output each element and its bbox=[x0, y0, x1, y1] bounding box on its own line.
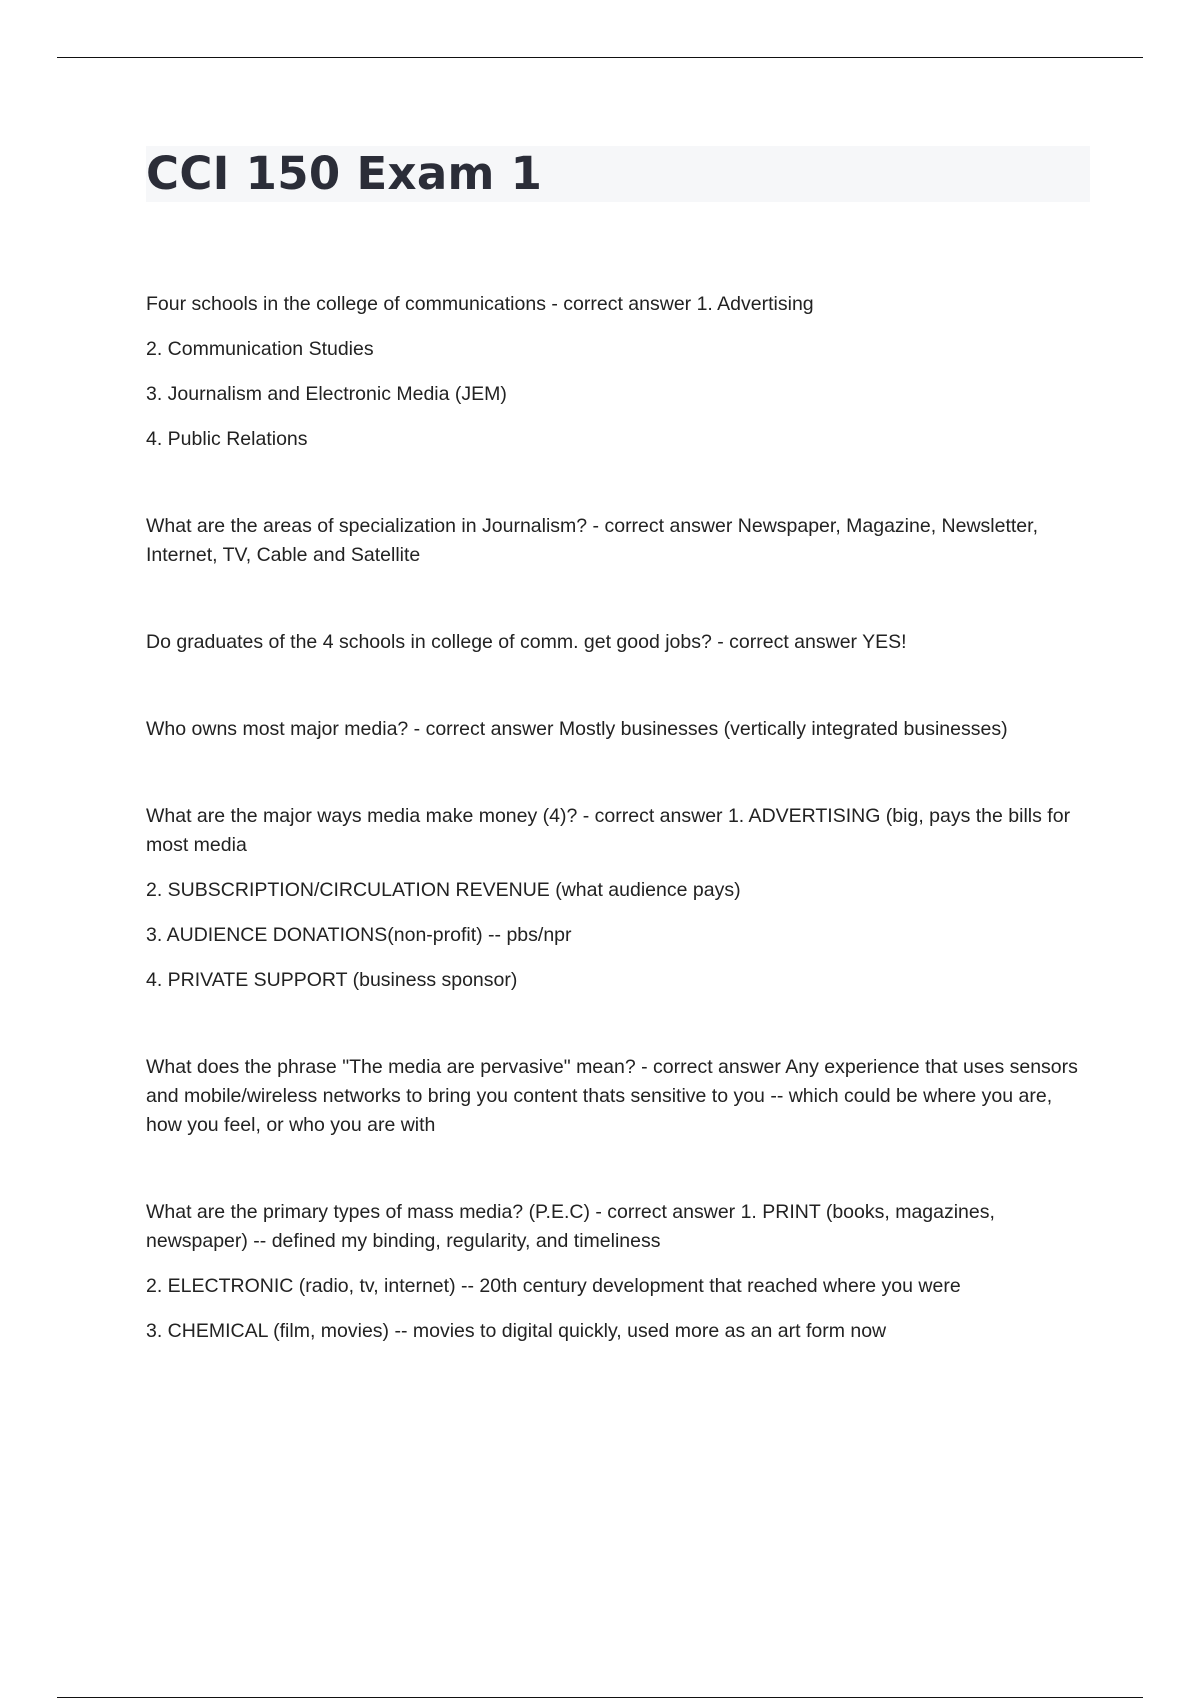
qa-item-graduate-jobs bbox=[146, 628, 1090, 657]
qa-line: What are the areas of specialization in Journalism? - correct answer Newspaper, Magazine, Newsletter, Internet, TV, Cable and Satellite bbox=[146, 515, 1038, 566]
qa-line: Do graduates of the 4 schools in college of comm. get good jobs? - correct answer YES! bbox=[146, 631, 907, 653]
qa-line: 4. PRIVATE SUPPORT (business sponsor) bbox=[146, 969, 518, 991]
qa-item-mass-media-types bbox=[146, 1198, 1090, 1346]
qa-line: 3. Journalism and Electronic Media (JEM) bbox=[146, 383, 507, 405]
qa-item-journalism-areas bbox=[146, 512, 1090, 570]
qa-line: 4. Public Relations bbox=[146, 428, 308, 450]
page-title: CCI 150 Exam 1 bbox=[146, 147, 543, 200]
qa-line: 2. ELECTRONIC (radio, tv, internet) -- 20th century development that reached where you were bbox=[146, 1275, 961, 1297]
qa-item-media-owners bbox=[146, 715, 1090, 744]
qa-line: 3. AUDIENCE DONATIONS(non-profit) -- pbs/npr bbox=[146, 924, 572, 946]
bottom-divider bbox=[57, 1697, 1143, 1698]
qa-line: 2. SUBSCRIPTION/CIRCULATION REVENUE (what audience pays) bbox=[146, 879, 741, 901]
qa-line: What are the primary types of mass media? (P.E.C) - correct answer 1. PRINT (books, magazines, newspaper) -- defined my binding, regularity, and timeliness bbox=[146, 1201, 995, 1252]
top-divider bbox=[57, 57, 1143, 58]
qa-line: 2. Communication Studies bbox=[146, 338, 374, 360]
qa-line: Four schools in the college of communications - correct answer 1. Advertising bbox=[146, 293, 814, 315]
qa-item-media-pervasive bbox=[146, 1053, 1090, 1140]
qa-line: What does the phrase "The media are pervasive" mean? - correct answer Any experience that uses sensors and mobile/wireless networks to bring you content thats sensitive to you -- which could be where you are, how you feel, or who you are with bbox=[146, 1056, 1078, 1136]
qa-item-media-money bbox=[146, 802, 1090, 995]
qa-line: 3. CHEMICAL (film, movies) -- movies to digital quickly, used more as an art form now bbox=[146, 1320, 887, 1342]
document-body bbox=[146, 290, 1090, 1404]
qa-item-schools bbox=[146, 290, 1090, 454]
qa-line: What are the major ways media make money (4)? - correct answer 1. ADVERTISING (big, pays the bills for most media bbox=[146, 805, 1071, 856]
qa-line: Who owns most major media? - correct answer Mostly businesses (vertically integrated businesses) bbox=[146, 718, 1008, 740]
